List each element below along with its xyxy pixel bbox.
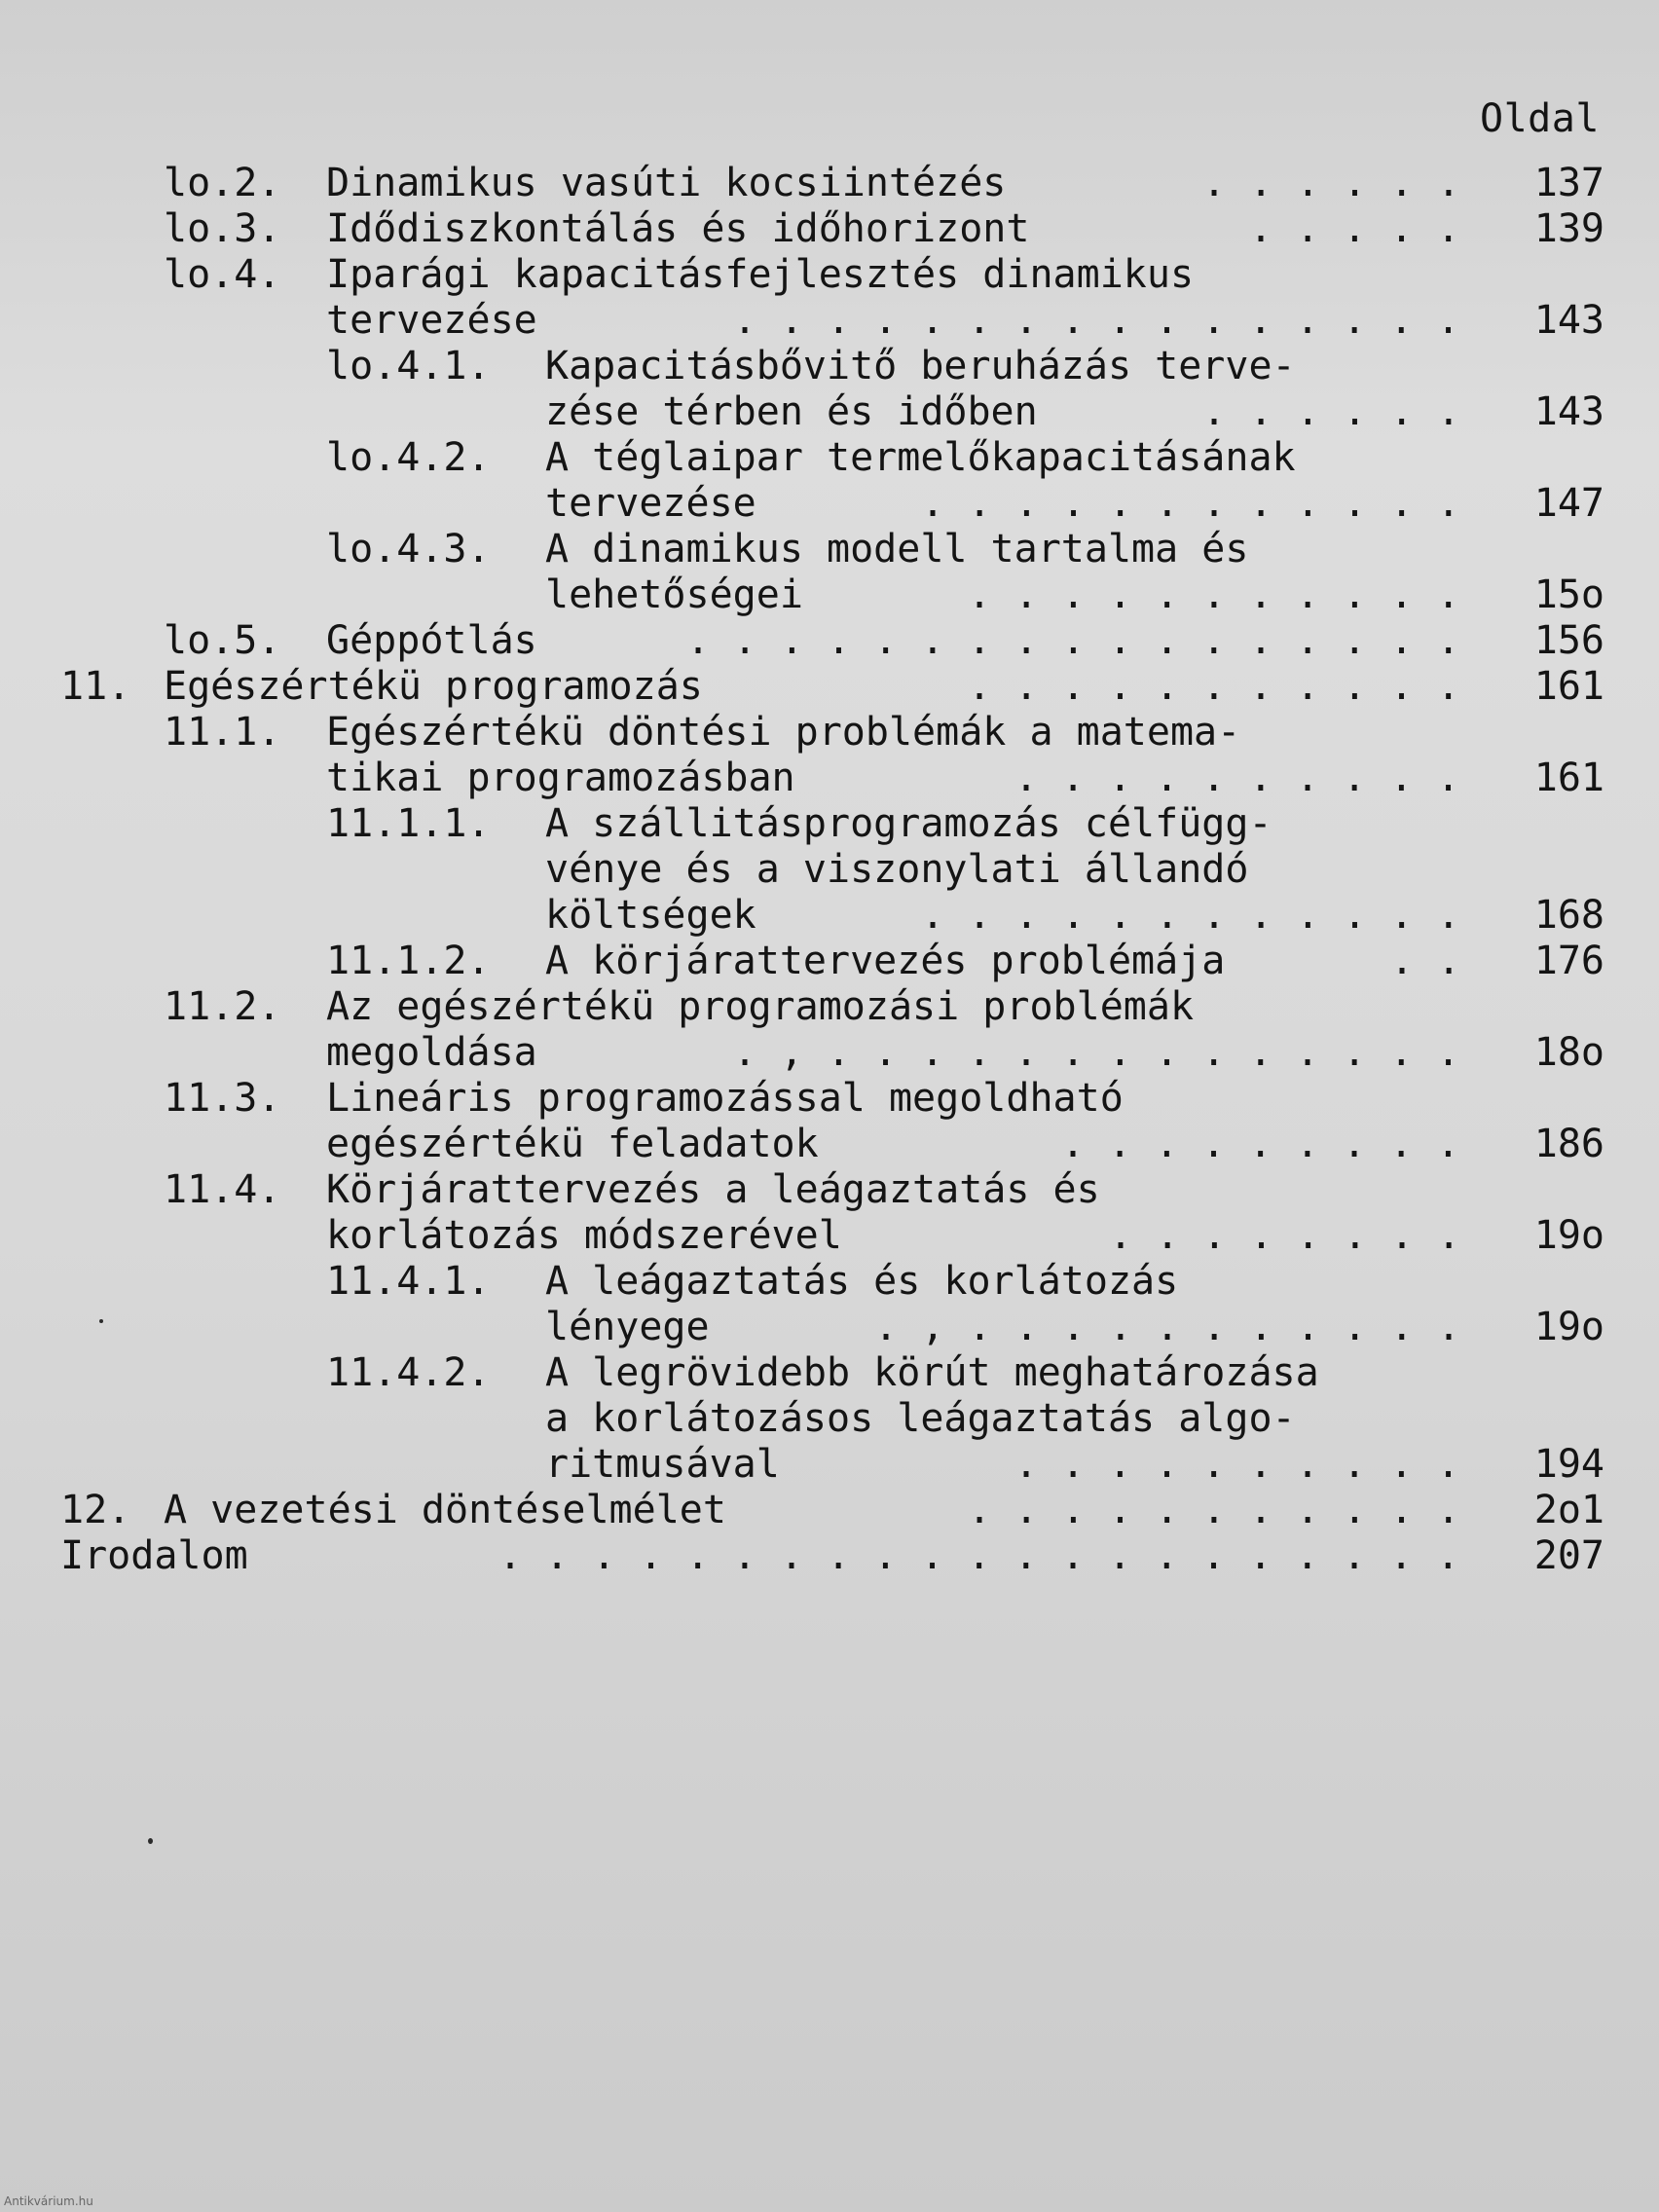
toc-leader-dots: . . . . . .: [1202, 161, 1460, 205]
toc-page-number: 19o: [1533, 1213, 1604, 1258]
toc-title: A téglaipar termelőkapacitásának: [545, 435, 1296, 480]
paper-speck: [99, 1319, 103, 1323]
toc-number: 11.3.: [164, 1076, 281, 1121]
toc-title: vénye és a viszonylati állandó: [545, 847, 1249, 892]
toc-title: lényege: [545, 1305, 710, 1349]
toc-title: Géppótlás: [326, 618, 537, 663]
toc-page-number: 2o1: [1533, 1488, 1604, 1532]
toc-title: A szállitásprogramozás célfügg-: [545, 801, 1272, 846]
toc-number: 11.: [60, 664, 131, 709]
paper-speck: [148, 1838, 153, 1844]
toc-page-number: 176: [1533, 939, 1604, 983]
toc-line: [0, 1533, 1659, 1579]
toc-title: korlátozás módszerével: [326, 1213, 842, 1258]
toc-title: A dinamikus modell tartalma és: [545, 527, 1249, 571]
toc-line: [0, 527, 1659, 572]
toc-line: [0, 1305, 1659, 1350]
toc-page-number: 18o: [1533, 1030, 1604, 1075]
toc-title: lehetőségei: [545, 572, 803, 617]
toc-title: Egészértékü döntési problémák a matema-: [326, 710, 1241, 755]
toc-number: 11.1.2.: [326, 939, 491, 983]
toc-line: [0, 252, 1659, 298]
toc-page-number: 139: [1533, 206, 1604, 251]
toc-leader-dots: . . . . . . . . . . . .: [921, 893, 1460, 938]
toc-line: [0, 1030, 1659, 1076]
page-column-header: Oldal: [1480, 96, 1600, 141]
toc-number: lo.3.: [164, 206, 281, 251]
toc-title: tikai programozásban: [326, 756, 795, 800]
toc-number: 11.4.1.: [326, 1259, 491, 1304]
toc-line: [0, 847, 1659, 893]
toc-title: tervezése: [545, 481, 756, 526]
toc-line: [0, 161, 1659, 206]
toc-leader-dots: . . . . . . . . . . .: [968, 572, 1460, 617]
toc-leader-dots: . . . . . .: [1202, 389, 1460, 434]
toc-number: lo.5.: [164, 618, 281, 663]
toc-line: [0, 481, 1659, 527]
toc-number: 11.1.: [164, 710, 281, 755]
toc-page-number: 207: [1533, 1533, 1604, 1578]
toc-title: A legrövidebb körút meghatározása: [545, 1350, 1319, 1395]
toc-line: [0, 389, 1659, 435]
toc-line: [0, 618, 1659, 664]
toc-title: zése térben és időben: [545, 389, 1038, 434]
toc-line: [0, 1396, 1659, 1442]
toc-title: a korlátozásos leágaztatás algo-: [545, 1396, 1296, 1441]
toc-title: Dinamikus vasúti kocsiintézés: [326, 161, 1007, 205]
toc-title: Irodalom: [60, 1533, 248, 1578]
toc-number: lo.4.3.: [326, 527, 491, 571]
toc-line: [0, 710, 1659, 756]
toc-page-number: 143: [1533, 298, 1604, 343]
toc-leader-dots: . . . . . . . . . . . . . . . .: [733, 298, 1460, 343]
toc-title: A leágaztatás és korlátozás: [545, 1259, 1179, 1304]
toc-number: lo.4.: [164, 252, 281, 297]
toc-title: Egészértékü programozás: [164, 664, 703, 709]
toc-page-number: 143: [1533, 389, 1604, 434]
toc-page-number: 147: [1533, 481, 1604, 526]
toc-page-number: 19o: [1533, 1305, 1604, 1349]
toc-page-number: 137: [1533, 161, 1604, 205]
toc-title: Körjárattervezés a leágaztatás és: [326, 1167, 1100, 1212]
toc-leader-dots: . . . . . . . . . .: [1014, 756, 1460, 800]
toc-line: [0, 939, 1659, 984]
toc-page-number: 161: [1533, 664, 1604, 709]
toc-title: Iparági kapacitásfejlesztés dinamikus: [326, 252, 1195, 297]
toc-line: [0, 1167, 1659, 1213]
toc-title: ritmusával: [545, 1442, 780, 1487]
toc-title: tervezése: [326, 298, 537, 343]
toc-line: [0, 1259, 1659, 1305]
toc-line: [0, 1442, 1659, 1488]
toc-title: költségek: [545, 893, 756, 938]
toc-leader-dots: . . . . . . . .: [1109, 1213, 1461, 1258]
toc-number: 11.4.: [164, 1167, 281, 1212]
toc-line: [0, 664, 1659, 710]
toc-leader-dots: . . . . . . . . . . .: [968, 664, 1460, 709]
toc-title: Lineáris programozással megoldható: [326, 1076, 1124, 1121]
toc-line: [0, 1122, 1659, 1167]
toc-page-number: 156: [1533, 618, 1604, 663]
toc-line: [0, 344, 1659, 389]
toc-leader-dots: . . . . . . . . . . .: [968, 1488, 1460, 1532]
toc-title: Idődiszkontálás és időhorizont: [326, 206, 1030, 251]
toc-line: [0, 298, 1659, 344]
toc-leader-dots: . , . . . . . . . . . . . . . .: [733, 1030, 1460, 1075]
toc-number: 11.4.2.: [326, 1350, 491, 1395]
toc-number: 11.1.1.: [326, 801, 491, 846]
toc-leader-dots: . , . . . . . . . . . . .: [874, 1305, 1461, 1349]
toc-title: egészértékü feladatok: [326, 1122, 819, 1166]
toc-leader-dots: . .: [1390, 939, 1461, 983]
toc-leader-dots: . . . . . . . . .: [1061, 1122, 1460, 1166]
toc-line: [0, 1350, 1659, 1396]
toc-page-number: 161: [1533, 756, 1604, 800]
toc-line: [0, 572, 1659, 618]
toc-number: lo.2.: [164, 161, 281, 205]
toc-page-number: 194: [1533, 1442, 1604, 1487]
toc-number: lo.4.2.: [326, 435, 491, 480]
toc-leader-dots: . . . . . . . . . . . . . . . . . . . . .: [498, 1533, 1460, 1578]
toc-leader-dots: . . . . . . . . . .: [1014, 1442, 1460, 1487]
toc-line: [0, 1213, 1659, 1259]
toc-line: [0, 206, 1659, 252]
table-of-contents: [0, 161, 1659, 1579]
toc-leader-dots: . . . . . . . . . . . . . . . . .: [686, 618, 1460, 663]
toc-line: [0, 435, 1659, 481]
toc-title: A vezetési döntéselmélet: [164, 1488, 726, 1532]
toc-line: [0, 1076, 1659, 1122]
toc-page-number: 168: [1533, 893, 1604, 938]
toc-page-number: 15o: [1533, 572, 1604, 617]
toc-line: [0, 801, 1659, 847]
toc-title: megoldása: [326, 1030, 537, 1075]
toc-title: A körjárattervezés problémája: [545, 939, 1226, 983]
toc-number: lo.4.1.: [326, 344, 491, 388]
toc-leader-dots: . . . . .: [1249, 206, 1460, 251]
toc-page-number: 186: [1533, 1122, 1604, 1166]
toc-line: [0, 893, 1659, 939]
toc-line: [0, 984, 1659, 1030]
toc-line: [0, 1488, 1659, 1533]
watermark: Antikvárium.hu: [4, 2194, 93, 2208]
toc-line: [0, 756, 1659, 801]
toc-title: Az egészértékü programozási problémák: [326, 984, 1195, 1029]
toc-leader-dots: . . . . . . . . . . . .: [921, 481, 1460, 526]
toc-title: Kapacitásbővitő beruházás terve-: [545, 344, 1296, 388]
toc-number: 12.: [60, 1488, 131, 1532]
toc-number: 11.2.: [164, 984, 281, 1029]
